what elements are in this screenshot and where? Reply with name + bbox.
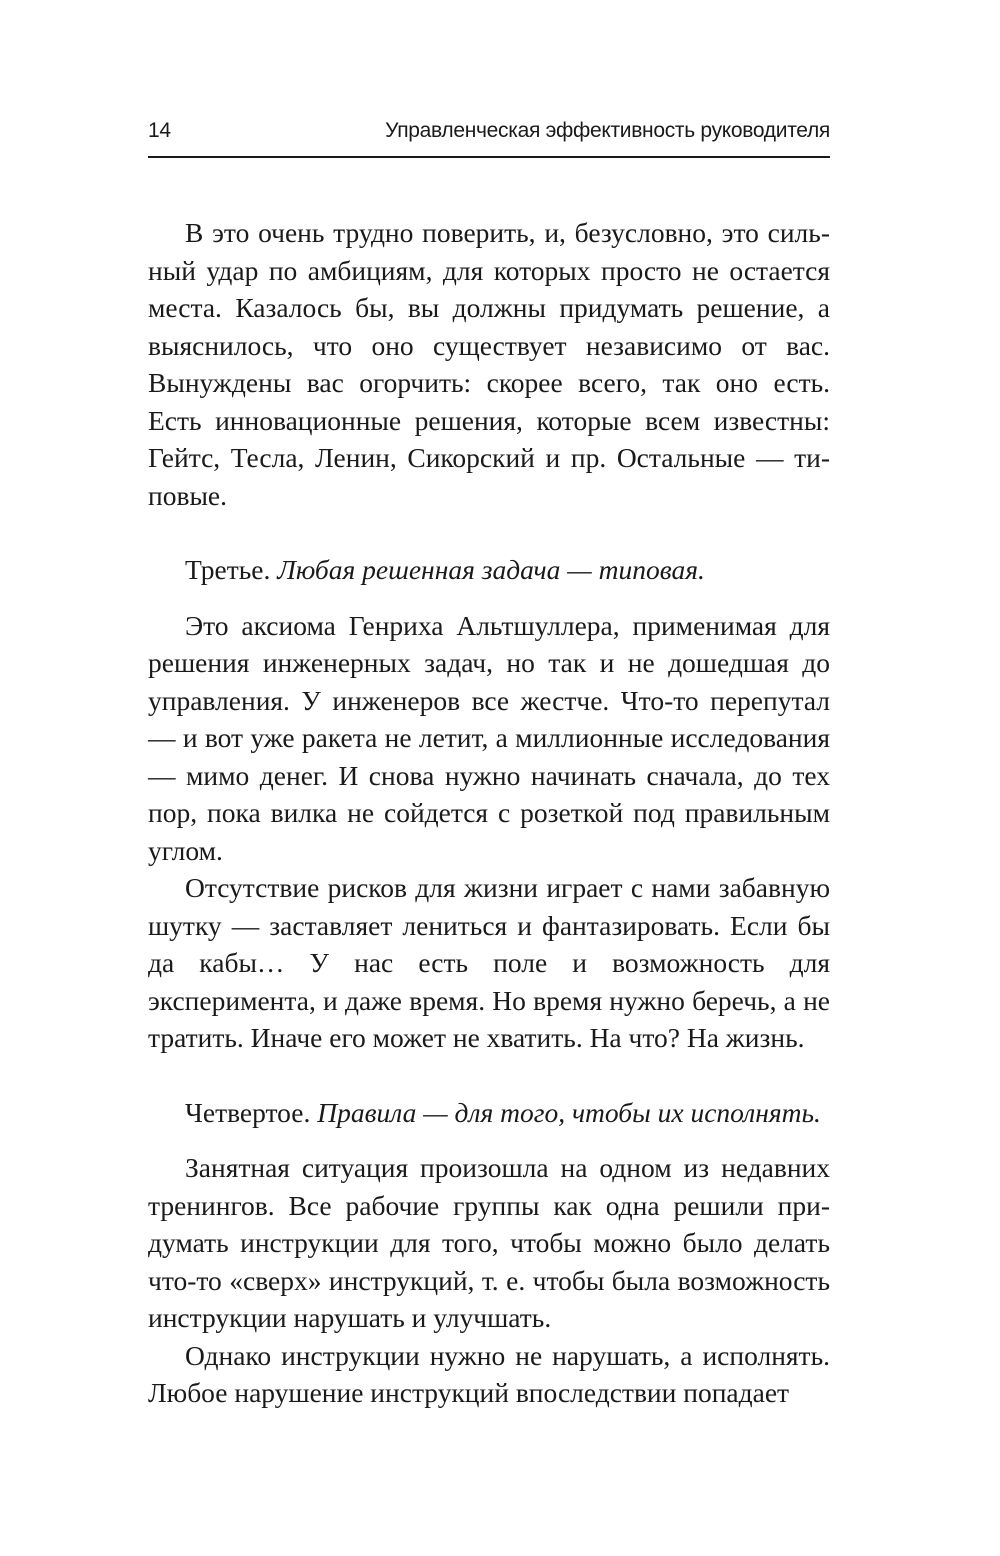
header-rule [148, 156, 830, 158]
page-number: 14 [148, 119, 171, 142]
body-text [148, 214, 830, 1412]
running-header [148, 116, 830, 146]
heading-lead: Четвертое. [185, 1096, 311, 1128]
book-title: Управленческая эффективность руководителя [385, 119, 830, 142]
paragraph: Это аксиома Генриха Альтшуллера, применимая для решения инженерных задач, но так и не дошедшая до управления. У инженеров все жестче. Что-то перепутал — и вот уже ракета не летит, а миллионные исследования — мимо денег. И снова нужно начинать сначала, до тех пор, пока вилка не сойдется с розеткой под правильным углом. [148, 609, 830, 866]
heading-emphasis: Правила — для того, чтобы их исполнять. [317, 1096, 821, 1128]
section-heading-fourth [148, 1094, 830, 1132]
paragraph: Однако инструкции нужно не нарушать, а исполнять. Любое нарушение инструкций впоследствии попадает [148, 1339, 830, 1408]
paragraph: В это очень трудно поверить, и, безусловно, это сильный удар по амбициям, для которых просто не остается места. Казалось бы, вы должны придумать решение, а выяснилось, что оно существует независимо от вас. Вынуждены вас огорчить: скорее всего, так оно есть. Есть инновационные решения, которые всем известны: Гейтс, Тесла, Ленин, Сикорский и пр. Остальные — типовые. [148, 217, 830, 511]
paragraph: Занятная ситуация произошла на одном из недавних тренингов. Все рабочие группы как одна решили придумать инструкции для того, чтобы можно было делать что-то «сверх» инструкций, т. е. чтобы была возможность инструкции нарушать и улучшать. [148, 1152, 830, 1333]
section-heading-third [148, 551, 830, 589]
heading-lead: Третье. [185, 554, 271, 585]
paragraph: Отсутствие рисков для жизни играет с нами забавную шутку — заставляет лениться и фантазировать. Если бы да кабы… У нас есть поле и возможность для эксперимента, и даже время. Но время нужно беречь, а не тратить. Иначе его может не хватить. На что? На жизнь. [148, 872, 830, 1053]
heading-emphasis: Любая решенная задача — типовая. [277, 554, 705, 585]
